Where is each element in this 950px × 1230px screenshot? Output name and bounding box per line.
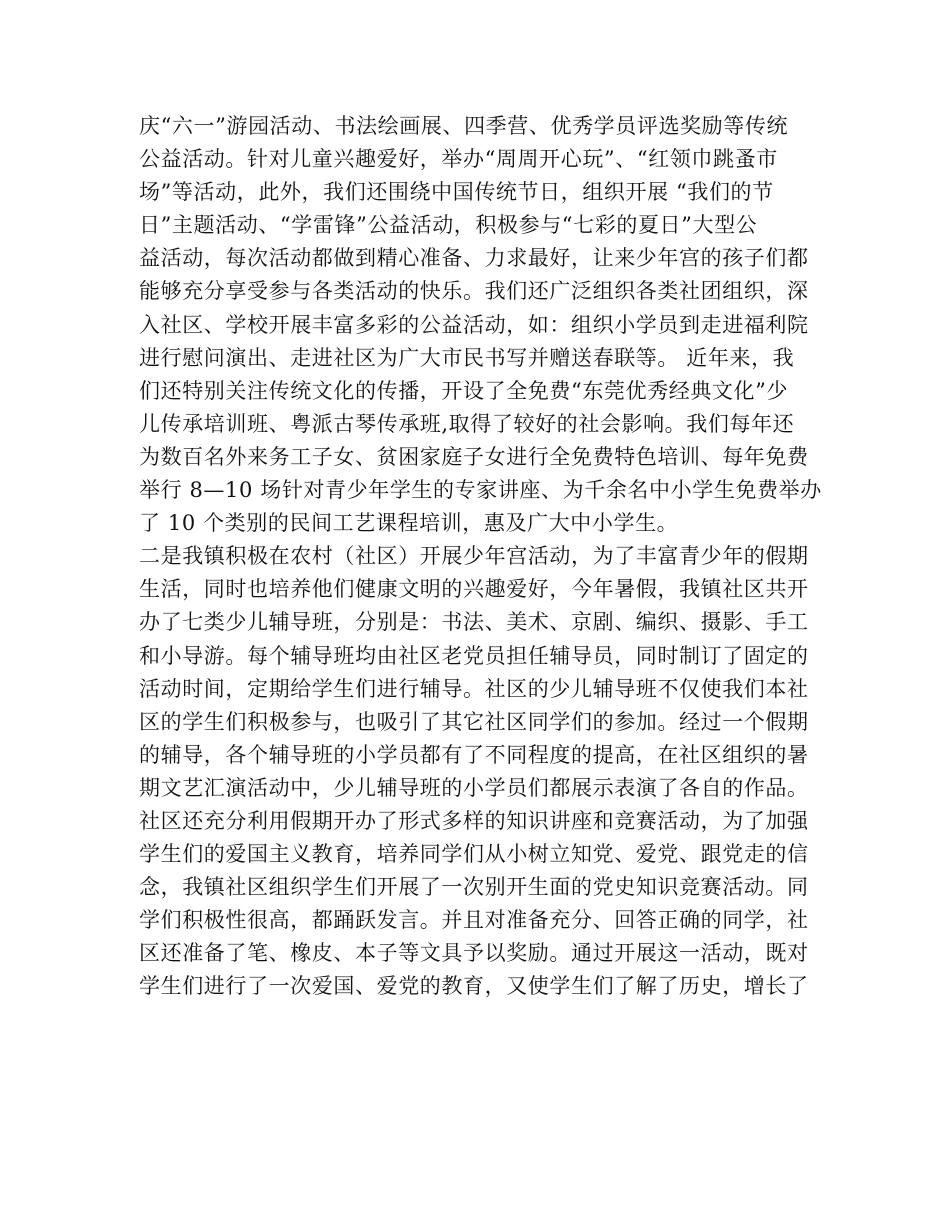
text-line: 进行慰问演出、走进社区为广大市民书写并赠送春联等。 近年来，我 (139, 345, 795, 370)
text-line: 公益活动。针对儿童兴趣爱好，举办“周周开心玩”、“红领巾跳蚤市 (139, 147, 778, 172)
text-line: 的辅导，各个辅导班的小学员都有了不同程度的提高，在社区组织的暑 (139, 742, 809, 767)
text-line: 了 10 个类别的民间工艺课程培训，惠及广大中小学生。 (139, 511, 679, 536)
text-line: 庆“六一”游园活动、书法绘画展、四季营、优秀学员评选奖励等传统 (139, 114, 789, 138)
text-line: 益活动，每次活动都做到精心准备、力求最好，让来少年宫的孩子们都 (139, 246, 809, 271)
text-line: 区的学生们积极参与，也吸引了其它社区同学们的参加。经过一个假期 (139, 709, 809, 734)
text-line: 念，我镇社区组织学生们开展了一次别开生面的党史知识竞赛活动。同 (139, 875, 809, 900)
text-line: 学生们进行了一次爱国、爱党的教育，又使学生们了解了历史，增长了 (139, 974, 809, 999)
body-text (139, 110, 822, 1004)
text-line: 们还特别关注传统文化的传播，开设了全免费“东莞优秀经典文化”少 (139, 378, 789, 403)
text-line: 能够充分享受参与各类活动的快乐。我们还广泛组织各类社团组织，深 (139, 279, 809, 304)
text-line: 举行 8—10 场针对青少年学生的专家讲座、为千余名中小学生免费举办 (139, 478, 822, 503)
text-line: 办了七类少儿辅导班，分别是：书法、美术、京剧、编织、摄影、手工 (139, 610, 809, 635)
text-line: 学们积极性很高，都踊跃发言。并且对准备充分、回答正确的同学，社 (139, 908, 809, 933)
text-line: 日”主题活动、“学雷锋”公益活动，积极参与“七彩的夏日”大型公 (139, 213, 758, 238)
text-line: 学生们的爱国主义教育，培养同学们从小树立知党、爱党、跟党走的信 (139, 842, 809, 867)
text-line: 生活，同时也培养他们健康文明的兴趣爱好，今年暑假，我镇社区共开 (139, 577, 809, 602)
text-line: 场”等活动，此外，我们还围绕中国传统节日，组织开展 “我们的节 (139, 180, 774, 205)
text-line: 二是我镇积极在农村（社区）开展少年宫活动，为了丰富青少年的假期 (139, 544, 809, 569)
text-line: 和小导游。每个辅导班均由社区老党员担任辅导员，同时制订了固定的 (139, 643, 809, 668)
text-line: 儿传承培训班、粤派古琴传承班,取得了较好的社会影响。我们每年还 (139, 411, 795, 436)
text-line: 为数百名外来务工子女、贫困家庭子女进行全免费特色培训、每年免费 (139, 444, 809, 469)
text-line: 入社区、学校开展丰富多彩的公益活动，如：组织小学员到走进福利院 (139, 312, 809, 337)
text-line: 期文艺汇演活动中，少儿辅导班的小学员们都展示表演了各自的作品。 (139, 775, 809, 800)
text-line: 社区还充分利用假期开办了形式多样的知识讲座和竞赛活动，为了加强 (139, 808, 809, 833)
text-line: 区还准备了笔、橡皮、本子等文具予以奖励。通过开展这一活动，既对 (139, 941, 809, 966)
text-line: 活动时间，定期给学生们进行辅导。社区的少儿辅导班不仅使我们本社 (139, 676, 809, 701)
